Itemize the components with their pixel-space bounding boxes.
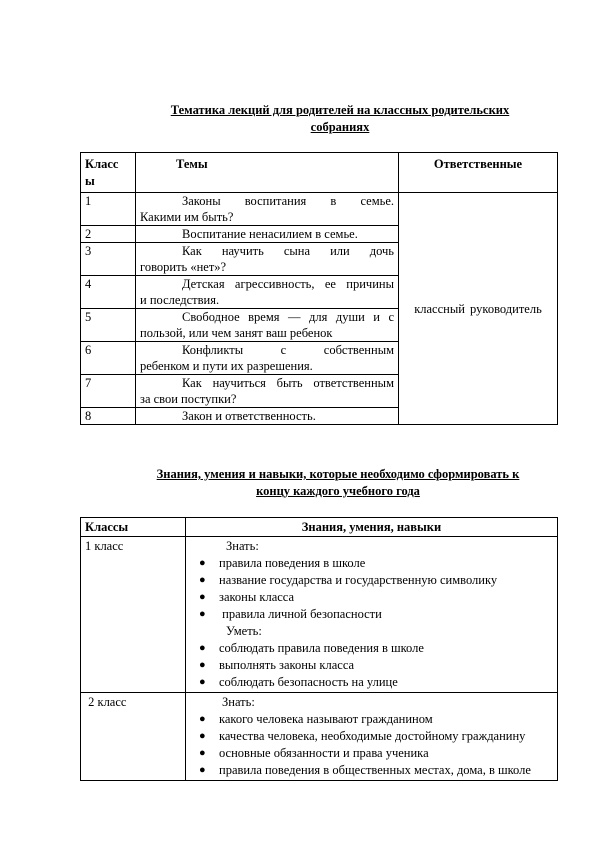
section1-title-line2: собраниях <box>310 120 370 134</box>
list-item-text: качества человека, необходимые достойному гражданину <box>219 729 526 743</box>
row-number: 6 <box>81 342 136 375</box>
class-cell: 1 класс <box>81 537 186 693</box>
list-item <box>190 555 553 572</box>
responsible-cell: классный руководитель <box>399 193 558 425</box>
topic-line: Как научиться быть ответственным <box>182 376 394 390</box>
list-item <box>190 674 553 691</box>
skills-cell <box>186 693 558 781</box>
list-item-text: правила поведения в школе <box>219 556 366 570</box>
topic-cell <box>136 243 399 276</box>
section1-title <box>130 102 550 136</box>
header-classes: Классы <box>81 518 186 537</box>
topic-line: Законы воспитания в семье. <box>182 194 394 208</box>
header-class-line2: ы <box>85 174 95 188</box>
list-item <box>190 589 553 606</box>
topic-line: Закон и ответственность. <box>182 409 316 423</box>
list-item-text: основные обязанности и права ученика <box>219 746 429 760</box>
row-number: 4 <box>81 276 136 309</box>
topic-cell <box>136 309 399 342</box>
know-label: Знать: <box>222 695 255 709</box>
know-list <box>190 711 553 779</box>
list-item <box>190 657 553 674</box>
bullet-icon: ● <box>199 591 206 603</box>
header-class <box>81 153 136 193</box>
list-item <box>190 640 553 657</box>
row-number: 8 <box>81 408 136 425</box>
topic-line: Свободное время — для души и с <box>182 310 394 324</box>
list-item-text: соблюдать правила поведения в школе <box>219 641 424 655</box>
bullet-icon: ● <box>199 764 206 776</box>
section2-title-line2: концу каждого учебного года <box>256 484 420 498</box>
know-label: Знать: <box>226 539 259 553</box>
topic-line: Как научить сына или дочь <box>182 244 394 258</box>
row-number: 5 <box>81 309 136 342</box>
table-row <box>81 693 558 781</box>
topic-line: говорить «нет»? <box>140 260 227 274</box>
topic-line: Воспитание ненасилием в семье. <box>182 227 358 241</box>
bullet-icon: ● <box>199 730 206 742</box>
table-row <box>81 193 558 226</box>
list-item <box>190 762 553 779</box>
topic-cell <box>136 375 399 408</box>
bullet-icon: ● <box>199 608 206 620</box>
skills-cell <box>186 537 558 693</box>
skills-table-header-row <box>81 518 558 537</box>
topic-cell <box>136 226 399 243</box>
list-item <box>190 606 553 623</box>
bullet-icon: ● <box>199 574 206 586</box>
list-item-text: соблюдать безопасность на улице <box>219 675 398 689</box>
topic-line: ребенком и пути их разрешения. <box>140 359 313 373</box>
bullet-icon: ● <box>199 747 206 759</box>
bullet-icon: ● <box>199 642 206 654</box>
list-item <box>190 745 553 762</box>
list-item <box>190 711 553 728</box>
section2-title <box>118 466 558 500</box>
header-topics: Темы <box>136 153 399 193</box>
topic-line: за свои поступки? <box>140 392 237 406</box>
lectures-table-header-row <box>81 153 558 193</box>
lectures-table <box>80 152 558 425</box>
bullet-icon: ● <box>199 659 206 671</box>
skills-table <box>80 517 558 781</box>
list-item-text: выполнять законы класса <box>219 658 355 672</box>
topic-line: Какими им быть? <box>140 210 234 224</box>
list-item-text: название государства и государственную символику <box>219 573 498 587</box>
table-row <box>81 537 558 693</box>
header-class-line1: Класс <box>85 157 119 171</box>
row-number: 1 <box>81 193 136 226</box>
topic-cell <box>136 408 399 425</box>
list-item <box>190 728 553 745</box>
section2-title-line1: Знания, умения и навыки, которые необходимо сформировать к <box>156 467 520 481</box>
list-item-text: законы класса <box>219 590 295 604</box>
list-item-text: правила личной безопасности <box>219 607 382 621</box>
topic-line: пользой, или чем занят ваш ребенок <box>140 326 333 340</box>
bullet-icon: ● <box>199 676 206 688</box>
row-number: 7 <box>81 375 136 408</box>
topic-cell <box>136 342 399 375</box>
class-cell: 2 класс <box>81 693 186 781</box>
know-list <box>190 555 553 623</box>
list-item-text: какого человека называют гражданином <box>219 712 433 726</box>
topic-line: Детская агрессивность, ее причины <box>182 277 394 291</box>
can-list <box>190 640 553 691</box>
section1-title-line1: Тематика лекций для родителей на классных родительских <box>170 103 510 117</box>
can-label: Уметь: <box>226 624 262 638</box>
topic-cell <box>136 276 399 309</box>
row-number: 3 <box>81 243 136 276</box>
topic-line: и последствия. <box>140 293 220 307</box>
row-number: 2 <box>81 226 136 243</box>
list-item-text: правила поведения в общественных местах, дома, в школе <box>219 763 531 777</box>
bullet-icon: ● <box>199 713 206 725</box>
bullet-icon: ● <box>199 557 206 569</box>
topic-line: Конфликты с собственным <box>182 343 394 357</box>
topic-cell <box>136 193 399 226</box>
header-responsible: Ответственные <box>399 153 558 193</box>
list-item <box>190 572 553 589</box>
header-skills: Знания, умения, навыки <box>186 518 558 537</box>
